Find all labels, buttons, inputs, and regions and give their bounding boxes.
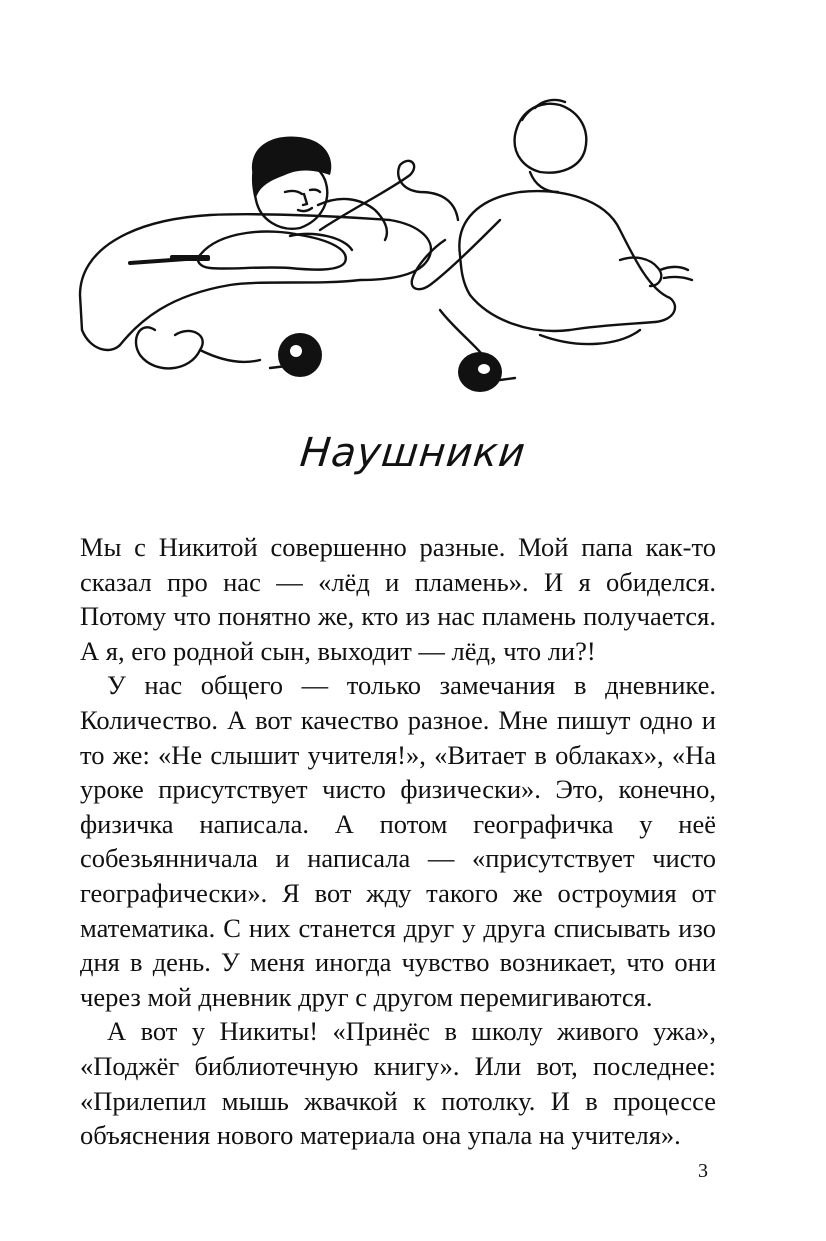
- boys-with-headphones-illustration: [60, 80, 760, 420]
- body-text: [80, 530, 716, 1153]
- paragraph: Мы с Никитой совершенно разные. Мой папа как-то сказал про нас — «лёд и пламень». И я обиделся. Потому что понятно же, кто из нас пламень получается. А я, его родной сын, выходит — лёд, что ли?!: [80, 532, 716, 666]
- page-number: 3: [698, 1160, 708, 1182]
- paragraph: У нас общего — только замечания в дневнике. Количество. А вот качество разное. Мне пишут одно и то же: «Не слышит учителя!», «Витает в облаках», «На уроке присутствует чисто физически». Это, конечно, физичка написала. А потом географичка у неё собезьянничала и написала — «присутствует чисто географически». Я вот жду такого же остроумия от математика. С них станется друг у друга списывать изо дня в день. У меня иногда чувство возникает, что они через мой дневник друг с другом перемигиваются.: [80, 670, 716, 1012]
- chapter-title: Наушники: [297, 430, 528, 476]
- paragraph: А вот у Никиты! «Принёс в школу живого ужа», «Поджёг библиотечную книгу». Или вот, последнее: «Прилепил мышь жвачкой к потолку. И в процессе объяснения нового материала она упала на учителя».: [80, 1016, 716, 1151]
